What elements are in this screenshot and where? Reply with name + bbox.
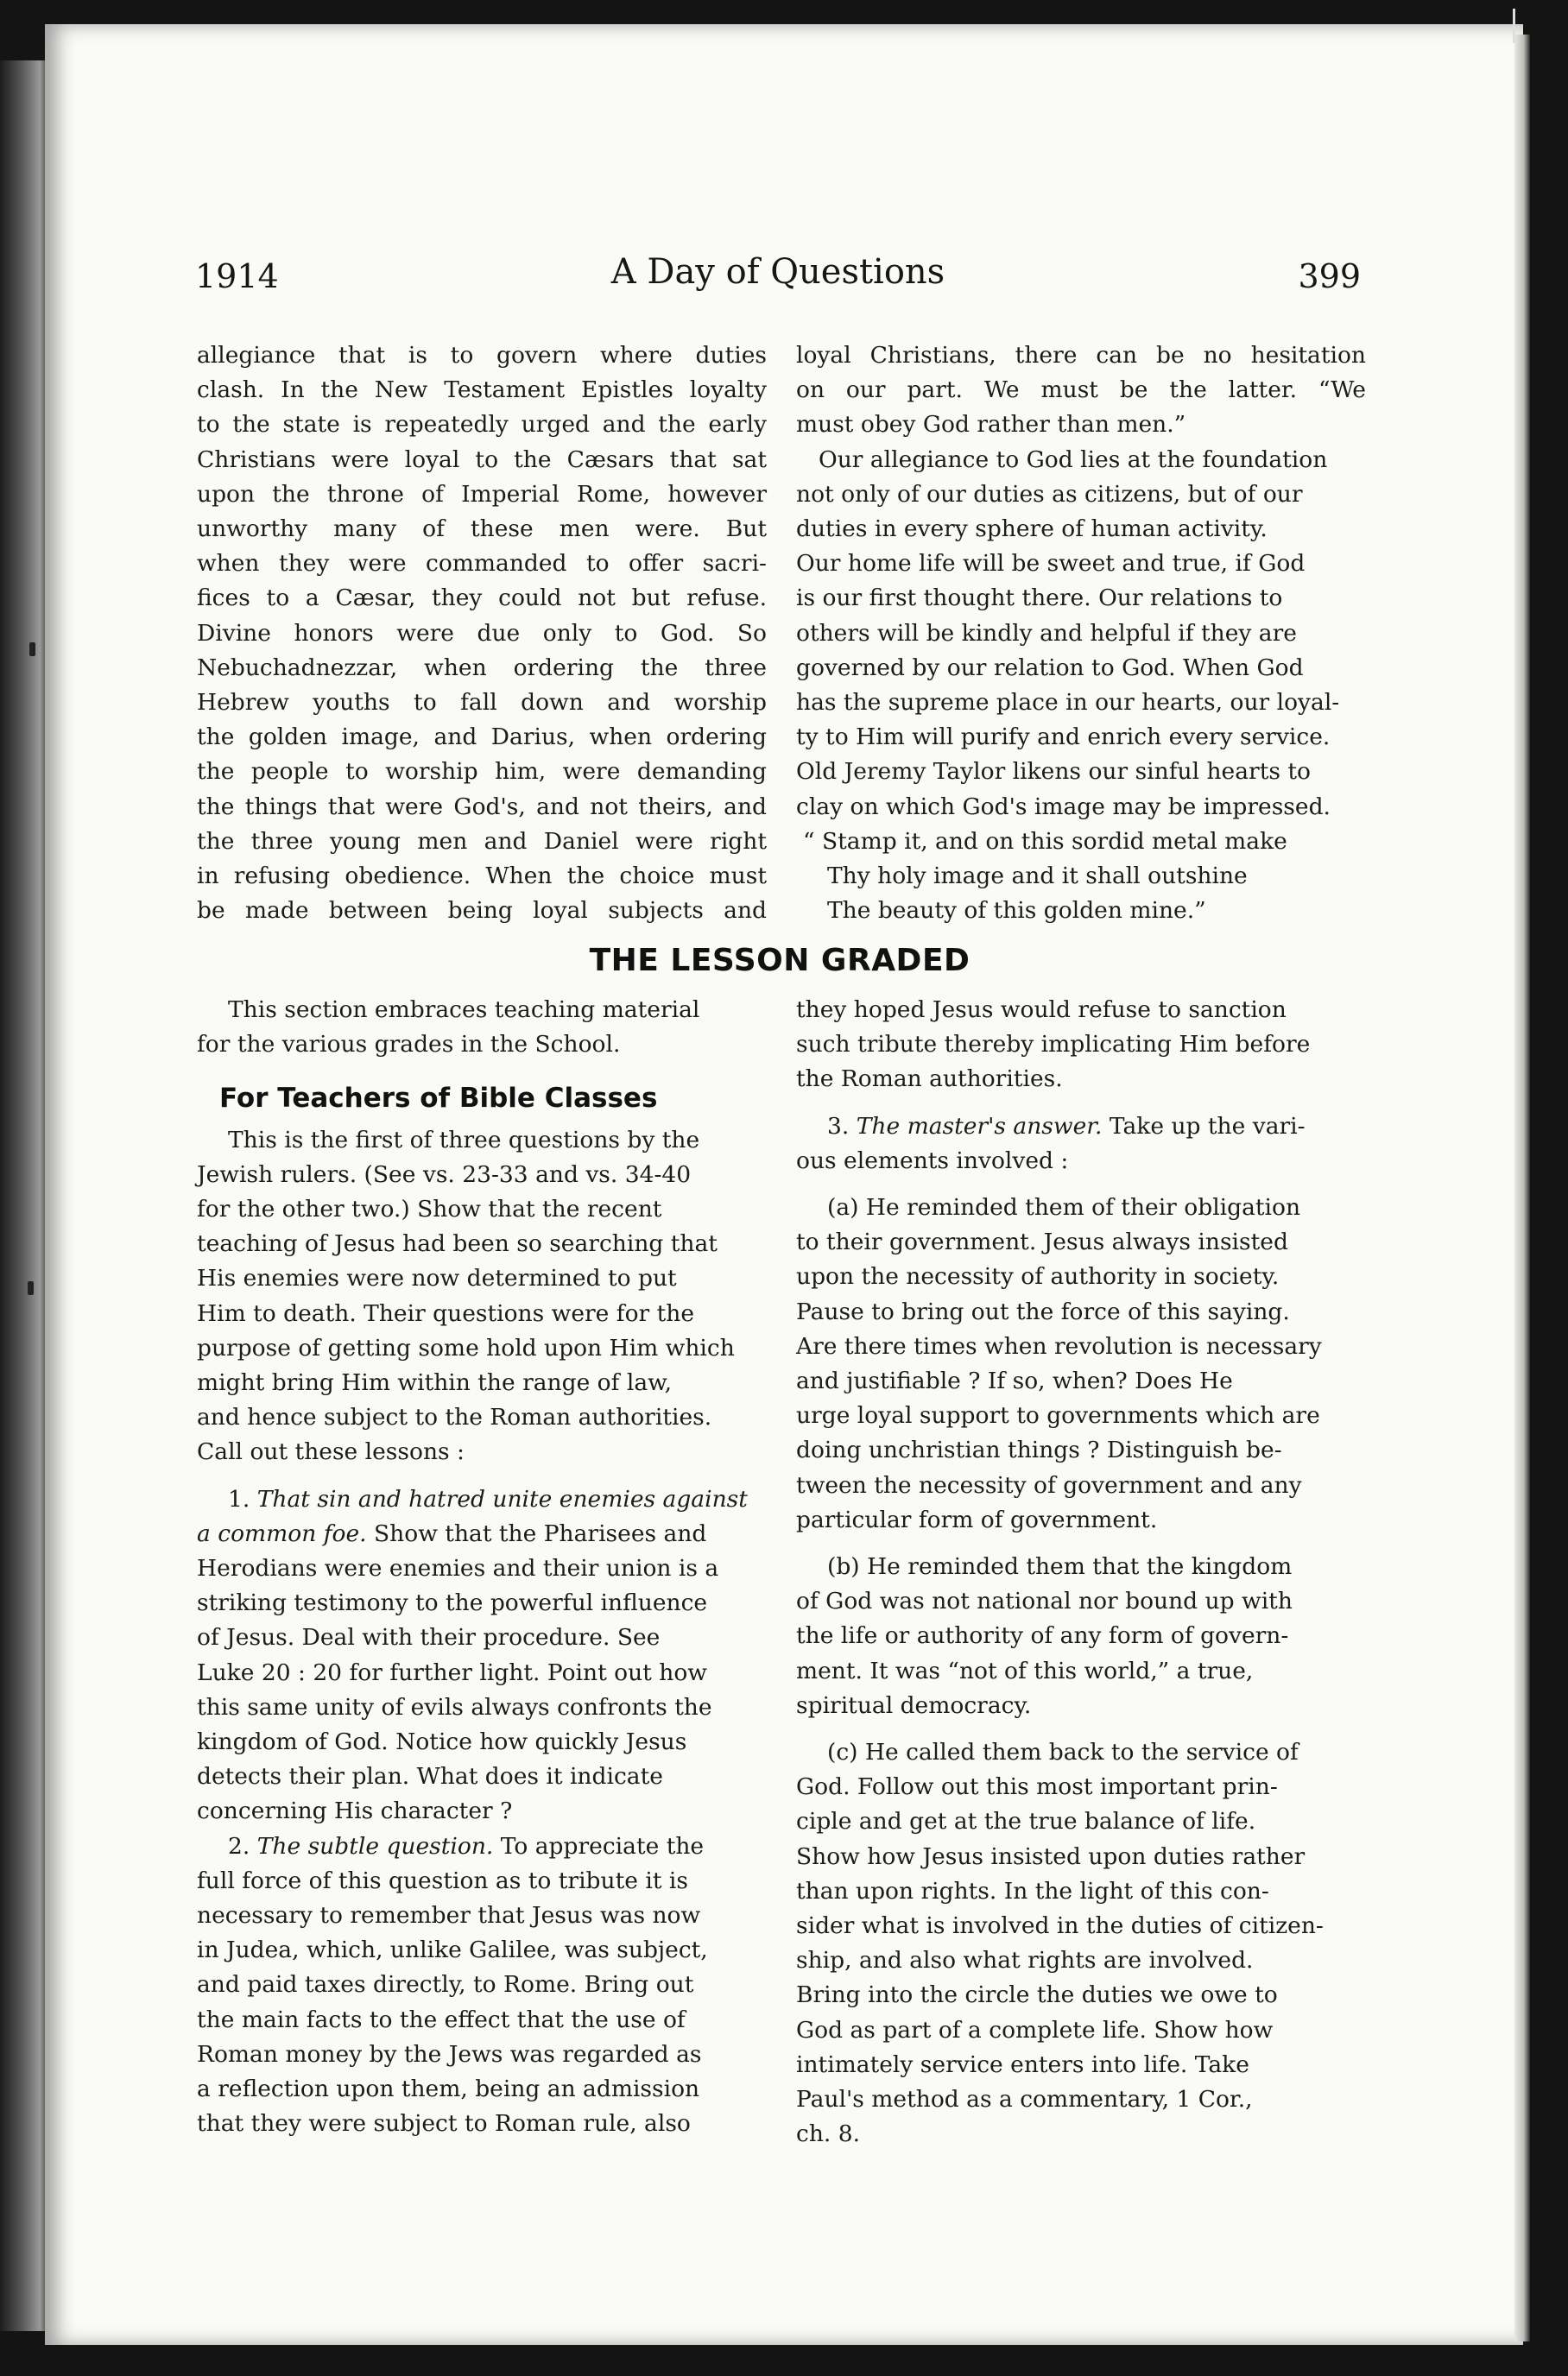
lesson-item-1 (197, 1482, 767, 1829)
bottom-left-column (197, 993, 767, 2142)
text-line: and justifiable ? If so, when? Does He (796, 1368, 1233, 1395)
text-line: duties in every sphere of human activity. (796, 515, 1268, 543)
text-line: (b) He reminded them that the kingdom (827, 1553, 1293, 1581)
bottom-right-column (796, 993, 1366, 2152)
text-line: the main facts to the effect that the use of (197, 2006, 686, 2033)
text-line: unworthy many of these men were. But (197, 515, 767, 543)
text-line: the people to worship him, were demanding (197, 758, 767, 786)
top-left-column (197, 338, 767, 928)
item-title: That sin and hatred unite enemies against (256, 1485, 748, 1513)
text-line: doing unchristian things ? Distinguish be- (796, 1437, 1282, 1464)
text-line: the golden image, and Darius, when ordering (197, 724, 767, 751)
scan-edge-tick (1513, 9, 1515, 43)
top-right-column (796, 338, 1366, 928)
text-line: This section embraces teaching material (228, 996, 700, 1023)
text-line: God as part of a complete life. Show how (796, 2016, 1274, 2044)
text-line: full force of this question as to tribute it is (197, 1867, 688, 1894)
text-line: upon the throne of Imperial Rome, however (197, 480, 767, 508)
text-line: of Jesus. Deal with their procedure. See (197, 1624, 661, 1652)
text-line: in refusing obedience. When the choice must (197, 863, 767, 890)
page-number: 399 (1298, 257, 1361, 295)
text-line: intimately service enters into life. Take (796, 2051, 1249, 2078)
text-line: has the supreme place in our hearts, our loyal- (796, 689, 1340, 717)
text-line: particular form of government. (796, 1506, 1158, 1533)
text-line: that they were subject to Roman rule, also (197, 2110, 691, 2138)
text-line: tween the necessity of government and any (796, 1471, 1302, 1499)
text-line: be made between being loyal subjects and (197, 897, 767, 925)
sub-item-c (796, 1735, 1366, 2152)
text-line: Bring into the circle the duties we owe to (796, 1981, 1278, 2009)
text-line: His enemies were now determined to put (197, 1265, 677, 1292)
margin-mark (28, 1281, 34, 1295)
text-line: such tribute thereby implicating Him before (796, 1031, 1311, 1058)
text-line: ous elements involved : (796, 1147, 1069, 1174)
text-line: This is the first of three questions by the (228, 1126, 700, 1153)
text-line: must obey God rather than men.” (796, 411, 1186, 439)
item-number: 2. (228, 1832, 250, 1860)
text-line: Our home life will be sweet and true, if God (796, 550, 1306, 578)
paragraph (197, 338, 767, 928)
text-line: might bring Him within the range of law, (197, 1369, 673, 1397)
text-line: upon the necessity of authority in society. (796, 1263, 1280, 1291)
text-line (197, 1829, 767, 1864)
text-line: Show how Jesus insisted upon duties rather (796, 1842, 1306, 1870)
text-line: Old Jeremy Taylor likens our sinful hearts to (796, 758, 1311, 786)
text-line: of God was not national nor bound up with (796, 1588, 1293, 1615)
item-title: The subtle question. (256, 1832, 494, 1860)
page-year: 1914 (195, 257, 279, 295)
running-head (195, 252, 1361, 300)
text-line: is our first thought there. Our relations to (796, 585, 1283, 612)
text-line: ciple and get at the true balance of life. (796, 1808, 1256, 1836)
text-line: fices to a Cæsar, they could not but refuse. (197, 585, 767, 612)
text-line: loyal Christians, there can be no hesitation (796, 342, 1366, 369)
text-line (197, 1517, 767, 1551)
text-line: when they were commanded to offer sacri- (197, 550, 767, 578)
lesson-item-2 (197, 1829, 767, 2142)
text-line: ty to Him will purify and enrich every service. (796, 724, 1331, 751)
text-line: Jewish rulers. (See vs. 23-33 and vs. 34-40 (197, 1160, 692, 1188)
text-line: clash. In the New Testament Epistles loyalty (197, 376, 767, 404)
text-line: urge loyal support to governments which are (796, 1402, 1320, 1430)
text-line: than upon rights. In the light of this con- (796, 1877, 1269, 1905)
text-line: the Roman authorities. (796, 1065, 1063, 1093)
text-line: and hence subject to the Roman authorities. (197, 1404, 712, 1431)
text-line: in Judea, which, unlike Galilee, was subject, (197, 1937, 708, 1964)
text-line: Paul's method as a commentary, 1 Cor., (796, 2086, 1253, 2114)
text-line: Nebuchadnezzar, when ordering the three (197, 654, 767, 681)
text-line: ship, and also what rights are involved. (796, 1947, 1254, 1975)
intro-paragraph (197, 993, 767, 1062)
item-number: 3. (827, 1112, 850, 1140)
item-text: To appreciate the (493, 1832, 705, 1860)
sub-item-a (796, 1191, 1366, 1538)
section-heading: THE LESSON GRADED (589, 943, 971, 978)
text-line: others will be kindly and helpful if they are (796, 619, 1297, 647)
text-line: for the various grades in the School. (197, 1031, 621, 1058)
text-line: for the other two.) Show that the recent (197, 1196, 662, 1223)
text-line: this same unity of evils always confronts the (197, 1693, 712, 1721)
text-line: they hoped Jesus would refuse to sanction (796, 996, 1287, 1023)
text-line: on our part. We must be the latter. “We (796, 376, 1366, 404)
text-line: Are there times when revolution is necessary (796, 1332, 1322, 1360)
item-title: The master's answer. (856, 1112, 1103, 1140)
page-right-edge (1514, 35, 1530, 2341)
item-text: Take up the vari- (1102, 1112, 1306, 1140)
text-line: Our allegiance to God lies at the foundation (819, 446, 1328, 473)
text-line: ch. 8. (796, 2120, 861, 2148)
poem-line: “ Stamp it, and on this sordid metal make (803, 827, 1287, 855)
text-line: necessary to remember that Jesus was now (197, 1902, 701, 1930)
poem-line: Thy holy image and it shall outshine (827, 863, 1248, 890)
text-line: (c) He called them back to the service of (827, 1739, 1299, 1766)
poem-line: The beauty of this golden mine.” (827, 897, 1206, 925)
poem-quote (796, 825, 1366, 929)
paragraph (197, 1123, 767, 1470)
text-line: teaching of Jesus had been so searching that (197, 1230, 718, 1258)
text-line (197, 1482, 767, 1517)
subsection-heading: For Teachers of Bible Classes (219, 1083, 658, 1115)
text-line: Luke 20 : 20 for further light. Point out how (197, 1659, 707, 1686)
text-line: Hebrew youths to fall down and worship (197, 689, 767, 717)
text-line: and paid taxes directly, to Rome. Bring out (197, 1971, 694, 1999)
lesson-item-3 (796, 1109, 1366, 1179)
item-title: a common foe. (197, 1520, 367, 1547)
text-line: allegiance that is to govern where duties (197, 342, 767, 369)
paragraph (796, 338, 1366, 443)
text-line: detects their plan. What does it indicate (197, 1763, 663, 1791)
text-line: striking testimony to the powerful influence (197, 1589, 708, 1617)
item-text: Show that the Pharisees and (366, 1520, 707, 1547)
text-line: governed by our relation to God. When God (796, 654, 1304, 681)
text-line: Roman money by the Jews was regarded as (197, 2040, 702, 2068)
text-line: (a) He reminded them of their obligation (827, 1194, 1301, 1222)
text-line: a reflection upon them, being an admission (197, 2076, 700, 2103)
text-line: Christians were loyal to the Cæsars that sat (197, 446, 767, 473)
text-line: not only of our duties as citizens, but of our (796, 480, 1303, 508)
text-line: Herodians were enemies and their union is a (197, 1555, 719, 1583)
text-line: Call out these lessons : (197, 1438, 465, 1466)
text-line: purpose of getting some hold upon Him which (197, 1334, 735, 1362)
text-line: the life or authority of any form of govern- (796, 1622, 1289, 1650)
paragraph (796, 443, 1366, 825)
text-line: the things that were God's, and not theirs, and (197, 793, 767, 820)
text-line: concerning His character ? (197, 1798, 513, 1825)
text-line: God. Follow out this most important prin- (796, 1773, 1278, 1801)
text-line: ment. It was “not of this world,” a true, (796, 1657, 1254, 1684)
paragraph (796, 993, 1366, 1097)
text-line (796, 1109, 1366, 1144)
text-line: spiritual democracy. (796, 1691, 1032, 1719)
text-line: to their government. Jesus always insisted (796, 1229, 1288, 1256)
text-line: kingdom of God. Notice how quickly Jesus (197, 1728, 687, 1756)
text-line: clay on which God's image may be impressed. (796, 793, 1331, 820)
text-line: Pause to bring out the force of this saying. (796, 1298, 1290, 1325)
running-title: A Day of Questions (610, 252, 945, 292)
text-line: sider what is involved in the duties of citizen- (796, 1912, 1324, 1940)
text-line: to the state is repeatedly urged and the early (197, 411, 767, 439)
text-line: Divine honors were due only to God. So (197, 619, 767, 647)
text-line: Him to death. Their questions were for the (197, 1299, 695, 1327)
margin-mark (29, 642, 35, 656)
previous-page-edge (0, 60, 50, 2331)
text-line: the three young men and Daniel were right (197, 827, 767, 855)
sub-item-b (796, 1550, 1366, 1723)
item-number: 1. (228, 1485, 250, 1513)
